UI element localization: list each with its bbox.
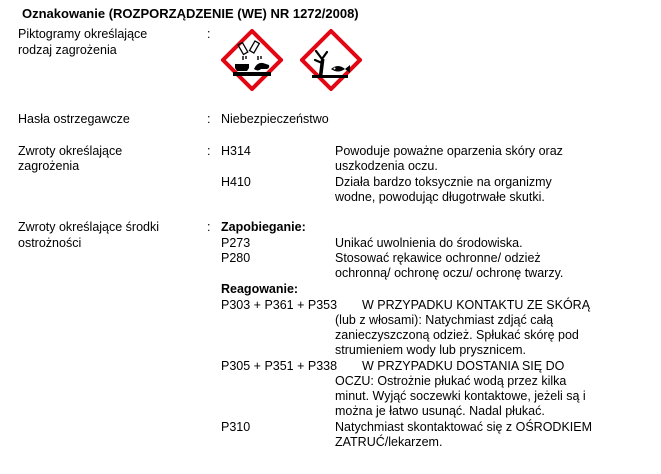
precaution-code: P303 + P361 + P353: [221, 298, 338, 312]
precautionary-label-line1: Zwroty określające środki: [18, 220, 160, 234]
pictograms-label-line1: Piktogramy określające: [18, 27, 148, 41]
precaution-text: Stosować rękawice ochronne/ odzież: [335, 251, 541, 265]
hazard-label-line2: zagrożenia: [18, 159, 80, 173]
precaution-text: ochronną/ ochronę oczu/ ochronę twarzy.: [335, 266, 564, 280]
precaution-text: W PRZYPADKU KONTAKTU ZE SKÓRĄ: [362, 298, 591, 312]
prevention-heading: Zapobieganie:: [221, 220, 306, 234]
hazard-text: wodne, powodując długotrwałe skutki.: [335, 190, 545, 204]
hazard-label-line1: Zwroty określające: [18, 144, 123, 158]
precaution-code: P273: [221, 236, 251, 250]
hazard-code: H314: [221, 144, 251, 158]
hazard-text: Powoduje poważne oparzenia skóry oraz: [335, 144, 563, 158]
precaution-text: minut. Wyjąć soczewki kontaktowe, jeżeli są i: [335, 389, 586, 403]
signal-word-label: Hasła ostrzegawcze: [18, 112, 130, 126]
pictograms-label-line2: rodzaj zagrożenia: [18, 43, 117, 57]
hazard-text: uszkodzenia oczu.: [335, 159, 438, 173]
precaution-code: P305 + P351 + P338: [221, 359, 338, 373]
precaution-text: ZATRUĆ/lekarzem.: [335, 435, 443, 449]
precaution-text: W PRZYPADKU DOSTANIA SIĘ DO: [362, 359, 565, 373]
signal-word-colon: :: [207, 112, 211, 126]
section-title: Oznakowanie (ROZPORZĄDZENIE (WE) NR 1272/2008): [22, 6, 359, 21]
precaution-text: zanieczyszczoną odzież. Spłukać skórę pod: [335, 328, 579, 342]
precaution-text: Unikać uwolnienia do środowiska.: [335, 236, 523, 250]
precautionary-colon: :: [207, 220, 211, 234]
hazard-code: H410: [221, 175, 251, 189]
precautionary-label-line2: ostrożności: [18, 236, 82, 250]
precaution-code: P310: [221, 420, 251, 434]
hazard-colon: :: [207, 144, 211, 158]
precaution-code: P280: [221, 251, 251, 265]
corrosion-icon: [221, 29, 283, 91]
precaution-text: OCZU: Ostrożnie płukać wodą przez kilka: [335, 374, 567, 388]
precaution-text: można je łatwo usunąć. Nadal płukać.: [335, 404, 545, 418]
precaution-text: Natychmiast skontaktować się z OŚRODKIEM: [335, 420, 593, 434]
hazard-text: Działa bardzo toksycznie na organizmy: [335, 175, 552, 189]
pictograms-colon: :: [207, 27, 211, 41]
precaution-text: strumieniem wody lub prysznicem.: [335, 343, 527, 357]
signal-word-value: Niebezpieczeństwo: [221, 112, 329, 126]
precaution-text: (lub z włosami): Natychmiast zdjąć całą: [335, 313, 554, 327]
response-heading: Reagowanie:: [221, 282, 299, 296]
environment-icon: [300, 29, 362, 91]
